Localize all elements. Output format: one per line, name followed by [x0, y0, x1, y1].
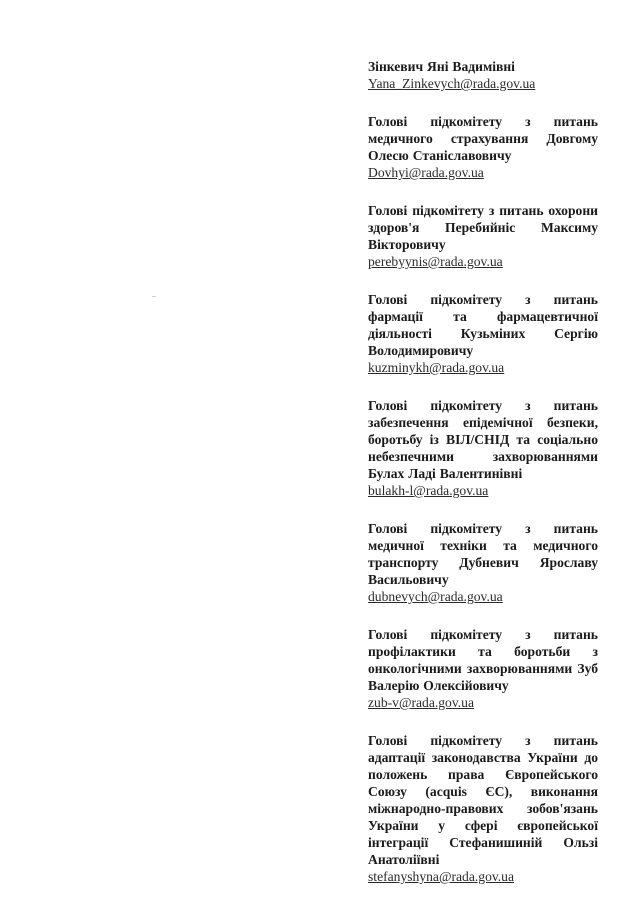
- recipient-email-link[interactable]: zub-v@rada.gov.ua: [368, 695, 474, 710]
- recipient-email-link[interactable]: Yana_Zinkevych@rada.gov.ua: [368, 76, 536, 91]
- recipient-entry: [368, 520, 598, 605]
- recipient-entry: [368, 397, 598, 499]
- recipient-email-link[interactable]: bulakh-l@rada.gov.ua: [368, 483, 489, 498]
- recipient-name: Голові підкомітету з питань медичної техніки та медичного транспорту Дубневич Ярославу Васильовичу: [368, 521, 598, 587]
- scan-speck: [152, 296, 156, 297]
- recipient-name: Голові підкомітету з питань адаптації законодавства України до положень права Європейського Союзу (acquis ЄС), виконання міжнародно-правових зобов'язань України у сфері європейської інтеграції Стефанишиній Ользі Анатоліївні: [368, 733, 598, 867]
- recipient-name: Голові підкомітету з питань медичного страхування Довгому Олесю Станіславовичу: [368, 114, 598, 163]
- recipient-email-link[interactable]: Dovhyi@rada.gov.ua: [368, 165, 484, 180]
- recipient-entry: [368, 626, 598, 711]
- recipient-email-link[interactable]: dubnevych@rada.gov.ua: [368, 589, 503, 604]
- recipient-entry: [368, 113, 598, 181]
- recipient-entry: [368, 732, 598, 885]
- recipient-entry: [368, 291, 598, 376]
- recipient-entry: [368, 202, 598, 270]
- recipient-email-link[interactable]: stefanyshyna@rada.gov.ua: [368, 869, 515, 884]
- recipient-name: Голові підкомітету з питань фармації та фармацевтичної діяльності Кузьміних Сергію Володимировичу: [368, 292, 598, 358]
- recipient-name: Зінкевич Яні Вадимівні: [368, 59, 515, 74]
- recipient-entry: [368, 58, 598, 92]
- recipient-name: Голові підкомітету з питань охорони здоров'я Перебийніс Максиму Вікторовичу: [368, 203, 598, 252]
- recipient-email-link[interactable]: perebyynis@rada.gov.ua: [368, 254, 503, 269]
- recipient-name: Голові підкомітету з питань забезпечення епідемічної безпеки, боротьбу із ВІЛ/СНІД та соціально небезпечними захворюваннями Булах Ладі Валентинівні: [368, 398, 598, 481]
- recipient-email-link[interactable]: kuzminykh@rada.gov.ua: [368, 360, 505, 375]
- recipient-name: Голові підкомітету з питань профілактики та боротьби з онкологічними захворюваннями Зуб Валерію Олексійовичу: [368, 627, 598, 693]
- addressee-block: [368, 58, 598, 906]
